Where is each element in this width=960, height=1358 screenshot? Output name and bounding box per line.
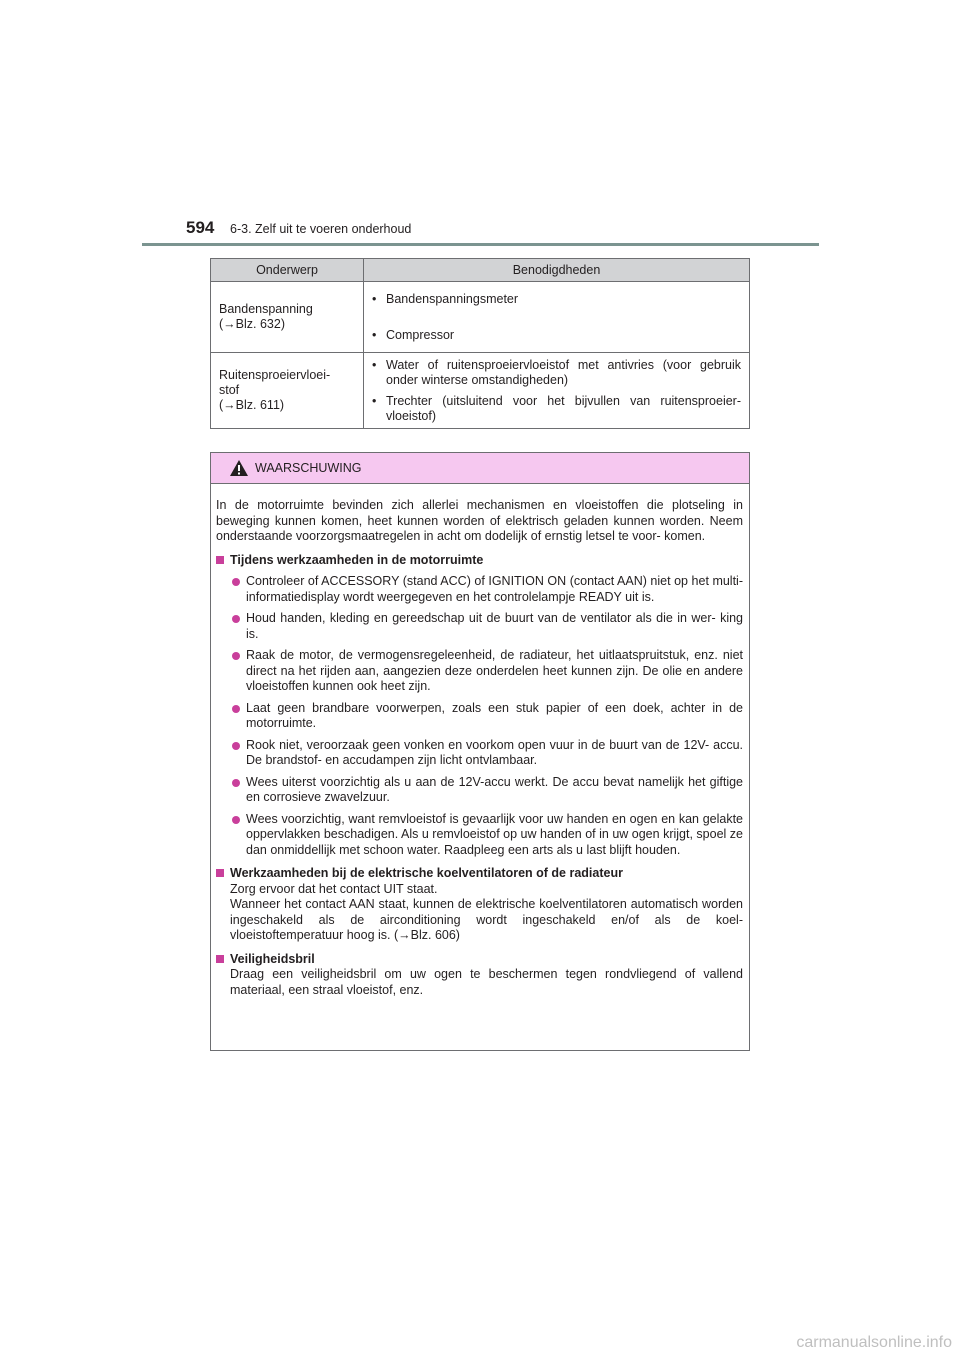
table-cell-item xyxy=(211,353,364,429)
section-heading xyxy=(216,952,743,968)
list-item: Raak de motor, de vermogensregeleenheid, de radiateur, het uitlaatspruitstuk, enz. niet direct na het rijden aan, aangezien deze onderdelen heet kunnen zijn. De olie en andere vloeistoffen kunnen ook heet zijn. xyxy=(216,648,743,695)
section-title: 6-3. Zelf uit te voeren onderhoud xyxy=(230,222,412,236)
table-cell-needs xyxy=(364,353,750,429)
list-item: Controleer of ACCESSORY (stand ACC) of IGNITION ON (contact AAN) niet op het multi-informatiedisplay wordt weergegeven en het controlelampje READY uit is. xyxy=(216,574,743,605)
dot-bullet-icon xyxy=(232,779,240,787)
table-cell-needs xyxy=(364,282,750,353)
warning-triangle-icon xyxy=(229,459,249,477)
item-line: (→Blz. 611) xyxy=(219,398,285,412)
square-bullet-icon xyxy=(216,869,224,877)
column-header-benodigdheden: Benodigdheden xyxy=(364,259,750,282)
section-heading xyxy=(216,866,743,882)
item-line: Ruitensproeiervloei- xyxy=(219,368,331,382)
dot-bullet-icon xyxy=(232,615,240,623)
warning-section xyxy=(216,866,743,944)
list-item: • Water of ruitensproeiervloeistof met antivries (voor gebruik onder winterse omstandigheden) xyxy=(372,358,741,388)
needs-list xyxy=(372,292,741,343)
square-bullet-icon xyxy=(216,955,224,963)
parts-table xyxy=(210,258,750,429)
section-text: Draag een veiligheidsbril om uw ogen te beschermen tegen rondvliegend of vallend materiaal, een straal vloeistof, enz. xyxy=(230,967,743,997)
item-line: Bandenspanning xyxy=(219,302,313,316)
section-heading-text: Tijdens werkzaamheden in de motorruimte xyxy=(230,552,484,567)
dot-bullet-icon xyxy=(232,578,240,586)
needs-list xyxy=(372,358,741,424)
list-item: • Trechter (uitsluitend voor het bijvullen van ruitensproeier- vloeistof) xyxy=(372,394,741,424)
section-heading xyxy=(216,553,743,569)
list-item: Wees uiterst voorzichtig als u aan de 12V-accu werkt. De accu bevat namelijk het giftige en corrosieve zwavelzuur. xyxy=(216,775,743,806)
table-cell-item xyxy=(211,282,364,353)
header-rule xyxy=(142,243,819,246)
section-heading-text: Werkzaamheden bij de elektrische koelventilatoren of de radiateur xyxy=(230,866,623,880)
warning-list xyxy=(216,574,743,858)
item-line: stof xyxy=(219,383,240,397)
square-bullet-icon xyxy=(216,556,224,564)
table-row xyxy=(211,282,750,353)
list-item: • Compressor xyxy=(372,328,741,343)
section-text: Zorg ervoor dat het contact UIT staat. xyxy=(230,881,438,896)
warning-intro: In de motorruimte bevinden zich allerlei mechanismen en vloeistoffen die plotseling in beweging kunnen komen, heet kunnen worden of elektrisch geladen kunnen worden. Neem onderstaande voorzorgsmaatregelen in acht om dodelijk of ernstig letsel te voor- komen. xyxy=(216,498,743,543)
warning-header xyxy=(211,453,749,484)
list-item: Laat geen brandbare voorwerpen, zoals een stuk papier of een doek, achter in de motorruimte. xyxy=(216,701,743,732)
dot-bullet-icon xyxy=(232,705,240,713)
table-header-row xyxy=(211,259,750,282)
page-number: 594 xyxy=(186,218,215,237)
list-item: • Bandenspanningsmeter xyxy=(372,292,741,307)
item-line: (→Blz. 632) xyxy=(219,317,285,331)
footer-watermark: carmanualsonline.info xyxy=(796,1334,952,1351)
list-item: Rook niet, veroorzaak geen vonken en voorkom open vuur in de buurt van de 12V- accu. De brandstof- en accudampen zijn licht ontvlambaar. xyxy=(216,738,743,769)
list-item: Houd handen, kleding en gereedschap uit de buurt van de ventilator als die in wer- king is. xyxy=(216,611,743,642)
warning-section xyxy=(216,952,743,999)
section-text: Wanneer het contact AAN staat, kunnen de elektrische koelventilatoren automatisch worden ingeschakeld als de airconditioning wordt ingeschakeld en/of als de koel- vloeistoftemperatuur hoog is. (→Blz. 606) xyxy=(230,897,743,942)
warning-body xyxy=(211,484,749,998)
warning-title: WAARSCHUWING xyxy=(255,461,362,475)
dot-bullet-icon xyxy=(232,816,240,824)
warning-box xyxy=(210,452,750,1051)
warning-section xyxy=(216,553,743,859)
section-heading-text: Veiligheidsbril xyxy=(230,951,315,966)
table-row xyxy=(211,353,750,429)
list-item: Wees voorzichtig, want remvloeistof is gevaarlijk voor uw handen en ogen en kan gelakte oppervlakken beschadigen. Als u remvloeistof op uw handen of in uw ogen krijgt, spoel ze dan onmiddellijk met schoon water. Raadpleeg een arts als u last blijft houden. xyxy=(216,812,743,859)
dot-bullet-icon xyxy=(232,742,240,750)
dot-bullet-icon xyxy=(232,652,240,660)
column-header-onderwerp: Onderwerp xyxy=(211,259,364,282)
